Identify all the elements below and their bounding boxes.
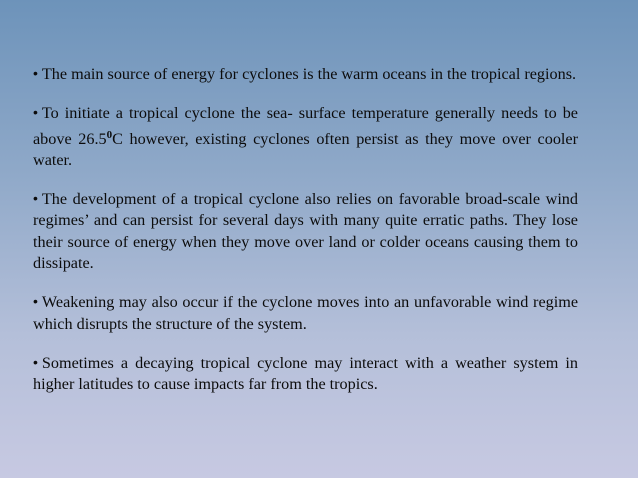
bullet-text: Sometimes a decaying tropical cyclone may interact with a weather system in higher latitudes to cause impacts far from the tropics.	[33, 353, 578, 394]
bullet-text: C however, existing cyclones often persist as they move over cooler water.	[33, 129, 578, 169]
bullet-text: The main source of energy for cyclones is the warm oceans in the tropical regions.	[41, 65, 577, 83]
bullet-marker: •	[33, 353, 38, 370]
bullet-text: Weakening may also occur if the cyclone moves into an unfavorable wind regime which disrupts the structure of the system.	[33, 293, 578, 333]
bullet-text: The development of a tropical cyclone also relies on favorable broad-scale wind regimes’ and can persist for several days with many quite erratic paths. They lose their source of energy when they move over land or colder oceans causing them to dissipate.	[33, 190, 578, 273]
degree-superscript: 0	[106, 128, 113, 141]
bullet-paragraph-energy-source	[33, 64, 578, 85]
bullet-text: To initiate a tropical cyclone the sea- surface temperature generally needs to be above 26.5	[33, 104, 578, 148]
bullet-marker: •	[33, 65, 38, 81]
bullet-marker: •	[33, 104, 38, 121]
bullet-marker: •	[33, 293, 38, 310]
bullet-paragraph-sea-temperature	[33, 103, 578, 171]
slide-text-body	[33, 64, 578, 396]
bullet-paragraph-development	[33, 189, 578, 274]
bullet-paragraph-weakening	[33, 292, 578, 335]
bullet-marker: •	[33, 190, 38, 207]
bullet-paragraph-decaying-cyclone	[33, 353, 578, 396]
